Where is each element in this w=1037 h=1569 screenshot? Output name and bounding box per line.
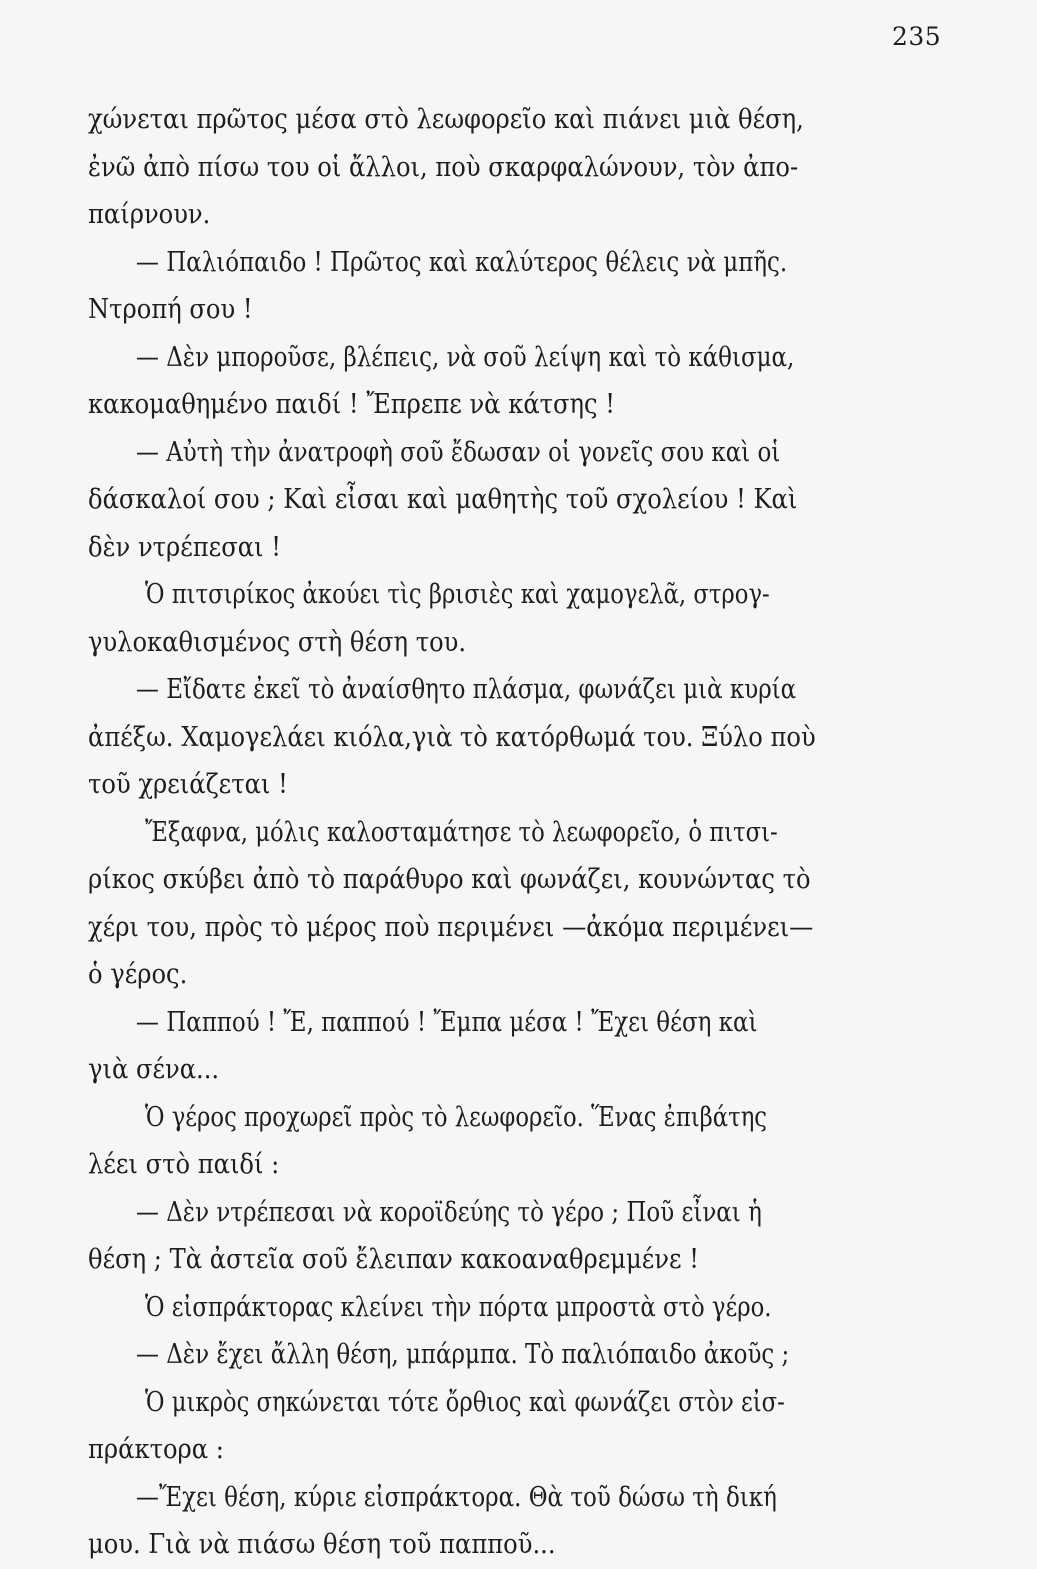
text-line: — Δὲν ἔχει ἄλλη θέση, μπάρμπα. Τὸ παλιόπαιδο ἀκοῦς ; bbox=[136, 1339, 790, 1370]
text-line: — Δὲν ντρέπεσαι νὰ κοροϊδεύης τὸ γέρο ; Ποῦ εἶναι ἡ bbox=[136, 1196, 762, 1228]
text-line: — Παλιόπαιδο ! Πρῶτος καὶ καλύτερος θέλεις νὰ μπῆς. bbox=[136, 246, 788, 278]
text-line: Ἔξαφνα, μόλις καλοσταμάτησε τὸ λεωφορεῖο, ὁ πιτσι- bbox=[145, 816, 778, 848]
text-line: Ὁ εἰσπράκτορας κλείνει τὴν πόρτα μπροστὰ στὸ γέρο. bbox=[145, 1291, 772, 1323]
text-line: λέει στὸ παιδί : bbox=[88, 1149, 280, 1180]
text-line: χώνεται πρῶτος μέσα στὸ λεωφορεῖο καὶ πιάνει μιὰ θέση, bbox=[88, 104, 804, 135]
text-line: παίρνουν. bbox=[88, 199, 211, 230]
text-line: — Αὐτὴ τὴν ἀνατροφὴ σοῦ ἔδωσαν οἱ γονεῖς σου καὶ οἱ bbox=[136, 436, 781, 468]
text-line: γιὰ σένα... bbox=[88, 1054, 220, 1085]
text-line: — Παππού ! Ἔ, παππού ! Ἔμπα μέσα ! Ἔχει θέση καὶ bbox=[136, 1006, 758, 1038]
text-line: ἐνῶ ἀπὸ πίσω του οἱ ἄλλοι, ποὺ σκαρφαλώνουν, τὸν ἀπο- bbox=[88, 151, 799, 183]
text-line: τοῦ χρειάζεται ! bbox=[88, 769, 288, 800]
text-line: δὲν ντρέπεσαι ! bbox=[88, 531, 281, 563]
text-line: πράκτορα : bbox=[88, 1434, 224, 1465]
text-line: γυλοκαθισμένος στὴ θέση του. bbox=[88, 626, 467, 658]
text-line: χέρι του, πρὸς τὸ μέρος ποὺ περιμένει —ἀκόμα περιμένει— bbox=[88, 911, 814, 943]
text-line: κακομαθημένο παιδί ! Ἔπρεπε νὰ κάτσης ! bbox=[88, 389, 616, 420]
text-body bbox=[0, 96, 1037, 1569]
text-line: ρίκος σκύβει ἀπὸ τὸ παράθυρο καὶ φωνάζει, κουνώντας τὸ bbox=[88, 864, 811, 895]
text-line: Ντροπή σου ! bbox=[88, 294, 253, 325]
text-line: θέση ; Τὰ ἀστεῖα σοῦ ἔλειπαν κακοαναθρεμμένε ! bbox=[88, 1244, 699, 1275]
text-line: Ὁ πιτσιρίκος ἀκούει τὶς βρισιὲς καὶ χαμογελᾶ, στρογ- bbox=[145, 579, 770, 610]
page-number: 235 bbox=[892, 22, 942, 51]
text-line: μου. Γιὰ νὰ πιάσω θέση τοῦ παπποῦ... bbox=[88, 1529, 556, 1560]
text-line: — Εἴδατε ἐκεῖ τὸ ἀναίσθητο πλάσμα, φωνάζει μιὰ κυρία bbox=[136, 674, 797, 705]
text-line: —Ἔχει θέση, κύριε εἰσπράκτορα. Θὰ τοῦ δώσω τὴ δική bbox=[136, 1481, 777, 1513]
text-line: δάσκαλοί σου ; Καὶ εἶσαι καὶ μαθητὴς τοῦ σχολείου ! Καὶ bbox=[88, 484, 798, 515]
text-line: Ὁ μικρὸς σηκώνεται τότε ὄρθιος καὶ φωνάζει στὸν εἰσ- bbox=[145, 1386, 785, 1418]
text-line: ἀπέξω. Χαμογελάει κιόλα,γιὰ τὸ κατόρθωμά του. Ξύλο ποὺ bbox=[88, 721, 816, 753]
text-line: Ὁ γέρος προχωρεῖ πρὸς τὸ λεωφορεῖο. Ἕνας ἐπιβάτης bbox=[145, 1101, 768, 1133]
text-line: — Δὲν μποροῦσε, βλέπεις, νὰ σοῦ λείψη καὶ τὸ κάθισμα, bbox=[136, 341, 795, 373]
text-line: ὁ γέρος. bbox=[88, 959, 188, 990]
